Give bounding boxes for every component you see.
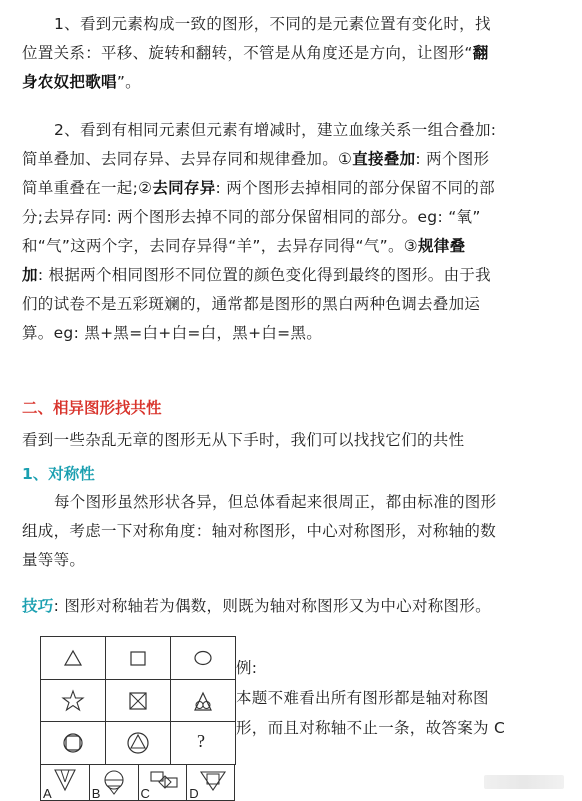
para2-line4: 分;去异存同: 两个图形去掉不同的部分保留相同的部分。eg: “氧” (22, 208, 481, 226)
para1-line2-text: 位置关系：平移、旋转和翻转，不管是从角度还是方向，让图形“ (22, 44, 473, 62)
option-a[interactable] (41, 764, 90, 801)
cell-star (41, 680, 106, 723)
para2-l2-pre: 简单叠加、去同存异、去异存同和规律叠加。① (22, 150, 353, 168)
rounded-square-icon (41, 722, 106, 764)
cell-square (106, 637, 171, 680)
para1-line3-text: ”。 (116, 73, 141, 91)
para2-l3-pre: 简单重叠在一起;② (22, 179, 153, 197)
option-c-label: C (140, 786, 150, 801)
symmetry-paragraph (22, 488, 562, 575)
example-line2: 形，而且对称轴不止一条，故答案为 C (236, 719, 506, 737)
section-intro: 看到一些杂乱无章的图形无从下手时，我们可以找找它们的共性 (22, 431, 465, 449)
options-row (40, 764, 235, 801)
para2-line2 (22, 145, 562, 174)
symmetry-line3: 量等等。 (22, 551, 86, 569)
para2-line8: 算。eg: 黑+黑=白+白=白，黑+白=黑。 (22, 324, 323, 342)
option-b[interactable] (90, 764, 139, 801)
triangle-circles-icon (171, 680, 236, 722)
term-rule-overlay-a: 规律叠 (417, 237, 466, 255)
para1-line2 (22, 39, 562, 68)
circle-triangle-icon (106, 722, 171, 764)
circle-icon (171, 637, 236, 679)
para2-l5-pre: 和“气”这两个字，去同存异得“羊”，去异存同得“气”。③ (22, 237, 418, 255)
cell-question (171, 722, 236, 765)
option-d[interactable] (187, 764, 236, 801)
symmetry-line1: 每个图形虽然形状各异，但总体看起来很周正，都由标准的图形 (54, 493, 497, 511)
cell-triangle-circles (171, 680, 236, 723)
cell-circle (171, 637, 236, 680)
tip-label: 技巧 (22, 597, 54, 615)
para2-l6-post: : 根据两个相同图形不同位置的颜色变化得到最终的图形。由于我 (37, 266, 491, 284)
option-a-label: A (43, 786, 52, 801)
term-rule-overlay-b: 加 (22, 266, 38, 284)
star-icon (41, 680, 106, 722)
option-b-label: B (91, 786, 101, 801)
cell-rounded-square (41, 722, 106, 765)
para2-line6 (22, 261, 562, 290)
term-direct-overlay: 直接叠加 (352, 150, 416, 168)
para2-line3 (22, 174, 562, 203)
paragraph-1 (22, 10, 562, 97)
puzzle-grid (40, 636, 236, 765)
para1-line1: 1、看到元素构成一致的图形，不同的是元素位置有变化时，找 (54, 15, 491, 33)
cell-triangle (41, 637, 106, 680)
option-d-label: D (189, 786, 199, 801)
subsection-heading: 1、对称性 (22, 465, 95, 483)
cell-circle-triangle (106, 722, 171, 765)
paragraph-2 (22, 116, 562, 348)
tip-line (22, 592, 562, 621)
example-label: 例: (236, 659, 258, 677)
para1-bold-b: 身农奴把歌唱 (22, 73, 117, 91)
para2-line5 (22, 232, 562, 261)
cell-boxed-x (106, 680, 171, 723)
question-mark: ? (197, 731, 205, 752)
para1-bold-a: 翻 (472, 44, 489, 62)
watermark (484, 775, 564, 789)
boxed-x-icon (106, 680, 171, 722)
triangle-icon (41, 637, 106, 679)
tip-text: : 图形对称轴若为偶数，则既为轴对称图形又为中心对称图形。 (53, 597, 491, 615)
para2-line1: 2、看到有相同元素但元素有增减时，建立血缘关系一组合叠加: (54, 121, 497, 139)
term-remove-same: 去同存异 (152, 179, 216, 197)
square-icon (106, 637, 171, 679)
para1-line3 (22, 68, 562, 97)
example-line1: 本题不难看出所有图形都是轴对称图 (236, 689, 489, 707)
symmetry-line2: 组成，考虑一下对称角度：轴对称图形，中心对称图形，对称轴的数 (22, 522, 497, 540)
para2-line7: 们的试卷不是五彩斑斓的，通常都是图形的黑白两种色调去叠加运 (22, 295, 481, 313)
option-c[interactable] (139, 764, 188, 801)
section-heading: 二、相异图形找共性 (22, 399, 162, 417)
para2-l2-post: : 两个图形 (415, 150, 490, 168)
para2-l3-post: : 两个图形去掉相同的部分保留不同的部 (215, 179, 495, 197)
